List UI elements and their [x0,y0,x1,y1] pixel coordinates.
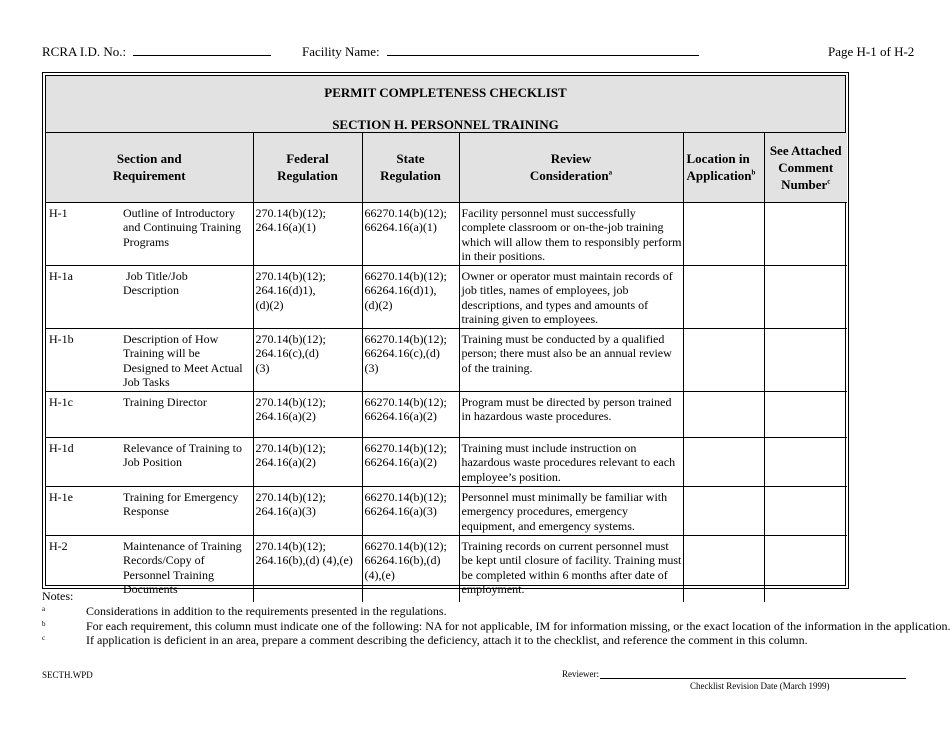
table-row [46,202,847,265]
location-in-application-cell[interactable] [683,328,764,391]
requirement-text: Training for Emergency [123,489,239,504]
rcra-id-blank [133,44,271,56]
requirement-text: Records/Copy of [123,553,205,567]
review-consideration-text: be completed within 6 months after date of [461,567,668,582]
federal-regulation-text: 270.14(b)(12); [255,394,326,409]
col-header-location: Location in Application$^b$ [683,133,764,202]
comment-number-cell[interactable] [764,535,847,602]
review-consideration-cell [459,391,683,437]
federal-regulation-text: 264.16(a)(3) [255,504,316,518]
review-consideration-text: complete classroom or on-the-job training [461,220,664,234]
checklist-inner-frame [45,75,846,596]
location-in-application-cell[interactable] [683,202,764,265]
note-text: If application is deficient in an area, prepare a comment describing the deficiency, attach it to the checklist, and reference the comment in this column. [86,633,808,647]
review-consideration-text: equipment, and emergency systems. [461,518,635,533]
facility-name-blank [387,44,699,56]
table-row [46,535,847,602]
location-in-application-cell[interactable] [683,437,764,486]
state-regulation-text: (3) [364,360,379,375]
state-regulation-cell [362,202,459,265]
review-consideration-cell [459,437,683,486]
review-consideration-text: descriptions, and types and amounts of [461,297,649,312]
review-consideration-text: Owner or operator must maintain records of [461,268,673,283]
state-regulation-cell [362,391,459,437]
federal-regulation-text: 270.14(b)(12); [255,205,326,220]
section-code: H-1c [49,394,73,409]
page-number: Page H-1 of H-2 [828,44,915,59]
federal-regulation-text: 264.16(c),(d) [255,346,319,360]
state-regulation-text: 66270.14(b)(12); [364,489,447,504]
requirement-text: Training will be [123,346,200,360]
state-regulation-text: 66270.14(b)(12); [364,331,447,346]
file-name: SECTH.WPD [42,670,93,680]
location-in-application-cell[interactable] [683,535,764,602]
requirement-text: Personnel Training [123,567,215,582]
federal-regulation-text: 270.14(b)(12); [255,440,326,455]
state-regulation-text: 66264.16(d)1), [364,283,437,297]
comment-number-cell[interactable] [764,265,847,328]
requirement-text: Designed to Meet Actual [123,360,243,375]
review-consideration-cell [459,328,683,391]
state-regulation-text: 66270.14(b)(12); [364,268,447,283]
requirement-text: Job Position [123,455,183,469]
federal-regulation-text: 264.16(d)1), [255,283,316,297]
col-header-federal: Federal Regulation [253,133,362,202]
federal-regulation-cell [253,486,362,535]
review-consideration-cell [459,486,683,535]
state-regulation-cell [362,535,459,602]
location-in-application-cell[interactable] [683,486,764,535]
state-regulation-text: 66264.16(b),(d) [364,553,441,567]
state-regulation-cell [362,486,459,535]
review-consideration-text: be kept until closure of facility. Training must [461,553,682,567]
section-requirement-cell [46,535,253,602]
state-regulation-text: 66264.16(a)(2) [364,455,437,469]
federal-regulation-text: 264.16(a)(2) [255,409,316,423]
review-consideration-text: Training must include instruction on [461,440,637,455]
requirement-text: Job Title/Job [123,268,188,283]
note-mark: a [42,605,46,613]
state-regulation-cell [362,265,459,328]
review-consideration-text: training given to employees. [461,312,599,326]
review-consideration-cell [459,202,683,265]
comment-number-cell[interactable] [764,202,847,265]
table-row [46,486,847,535]
federal-regulation-text: 270.14(b)(12); [255,268,326,283]
section-requirement-cell [46,486,253,535]
table-row [46,265,847,328]
federal-regulation-text: 264.16(a)(2) [255,455,316,469]
requirement-text: Training Director [123,394,207,409]
note-item [42,618,950,634]
column-header-row [46,133,847,202]
review-consideration-text: in their positions. [461,249,546,263]
federal-regulation-text: 270.14(b)(12); [255,538,326,553]
note-item [42,633,808,648]
requirement-text: and Continuing Training [123,220,242,234]
review-consideration-text: person; there must also be an annual review [461,346,672,360]
section-code: H-1d [49,440,74,455]
col-header-review: Review Consideration$^a$ [459,133,683,202]
state-regulation-text: 66270.14(b)(12); [364,538,447,553]
review-consideration-text: Training must be conducted by a qualified [461,331,665,346]
federal-regulation-text: (3) [255,360,270,375]
federal-regulation-text: 264.16(a)(1) [255,220,316,234]
federal-regulation-cell [253,265,362,328]
state-regulation-text: 66264.16(a)(3) [364,504,437,518]
section-code: H-2 [49,538,68,553]
section-requirement-cell [46,328,253,391]
federal-regulation-cell [253,328,362,391]
comment-number-cell[interactable] [764,486,847,535]
reviewer-signature-line [600,678,906,679]
state-regulation-text: 66264.16(a)(1) [364,220,437,234]
facility-name-field [302,44,699,60]
review-consideration-cell [459,265,683,328]
reviewer-label: Reviewer: [562,669,599,679]
requirement-text: Description [123,283,179,297]
section-requirement-cell [46,265,253,328]
table-row [46,328,847,391]
state-regulation-cell [362,437,459,486]
section-code: H-1b [49,331,74,346]
table-row [46,391,847,437]
note-text: Considerations in addition to the requirements presented in the regulations. [86,604,447,618]
review-consideration-text: of the training. [461,360,533,375]
federal-regulation-text: 270.14(b)(12); [255,489,326,504]
review-consideration-text: in hazardous waste procedures. [461,409,612,423]
checklist-table [46,133,847,602]
section-requirement-cell [46,202,253,265]
review-consideration-text: Facility personnel must successfully [461,205,636,220]
col-header-section: Section and Requirement [46,133,253,202]
review-consideration-text: employee’s position. [461,469,561,484]
location-in-application-cell[interactable] [683,391,764,437]
section-code: H-1 [49,205,68,220]
state-regulation-text: 66264.16(a)(2) [364,409,437,423]
review-consideration-text: hazardous waste procedures relevant to each [461,455,676,469]
review-consideration-text: job titles, names of employees, job [461,283,629,297]
federal-regulation-text: (d)(2) [255,297,284,312]
table-row [46,437,847,486]
comment-number-cell[interactable] [764,437,847,486]
note-mark: c [42,634,46,642]
location-in-application-cell[interactable] [683,265,764,328]
facility-name-label: Facility Name: [302,44,380,59]
section-requirement-cell [46,437,253,486]
state-regulation-text: 66270.14(b)(12); [364,394,447,409]
federal-regulation-cell [253,535,362,602]
state-regulation-cell [362,328,459,391]
revision-date: Checklist Revision Date (March 1999) [690,681,830,691]
requirement-text: Response [123,504,169,518]
federal-regulation-text: 270.14(b)(12); [255,331,326,346]
section-code: H-1e [49,489,73,504]
rcra-id-field [42,44,271,60]
federal-regulation-text: 264.16(b),(d) (4),(e) [255,553,353,567]
state-regulation-text: 66270.14(b)(12); [364,205,447,220]
comment-number-cell[interactable] [764,328,847,391]
review-consideration-text: Program must be directed by person trained [461,394,672,409]
note-item [42,604,447,619]
review-consideration-text: Training records on current personnel must [461,538,669,553]
federal-regulation-cell [253,391,362,437]
requirement-text: Documents [123,582,178,596]
comment-number-cell[interactable] [764,391,847,437]
col-header-state: State Regulation [362,133,459,202]
requirement-text: Programs [123,234,169,249]
section-code: H-1a [49,268,73,283]
checklist-title [46,76,845,133]
note-text: For each requirement, this column must indicate one of the following: NA for not applicable, IM for information missing, or the exact location of the information in the application. [86,618,950,633]
state-regulation-text: (4),(e) [364,567,395,582]
requirement-text: Job Tasks [123,375,170,389]
rcra-id-label: RCRA I.D. No.: [42,44,127,59]
state-regulation-text: (d)(2) [364,297,393,312]
checklist-title-line2: SECTION H. PERSONNEL TRAINING [332,117,559,132]
note-mark: b [42,619,46,628]
checklist-title-line1: PERMIT COMPLETENESS CHECKLIST [324,85,567,100]
requirement-text: Description of How [123,331,219,346]
requirement-text: Outline of Introductory [123,205,235,220]
state-regulation-text: 66270.14(b)(12); [364,440,447,455]
review-consideration-text: employment. [461,582,525,596]
review-consideration-cell [459,535,683,602]
federal-regulation-cell [253,202,362,265]
review-consideration-text: which will allow them to responsibly perform [461,234,682,249]
review-consideration-text: Personnel must minimally be familiar with [461,489,668,504]
state-regulation-text: 66264.16(c),(d) [364,346,440,360]
federal-regulation-cell [253,437,362,486]
col-header-comment: See Attached Comment Number$^c$ [764,133,847,202]
review-consideration-text: emergency procedures, emergency [461,504,628,518]
requirement-text: Relevance of Training to [123,440,242,455]
requirement-text: Maintenance of Training [123,538,242,553]
section-requirement-cell [46,391,253,437]
notes-heading: Notes: [42,589,74,603]
